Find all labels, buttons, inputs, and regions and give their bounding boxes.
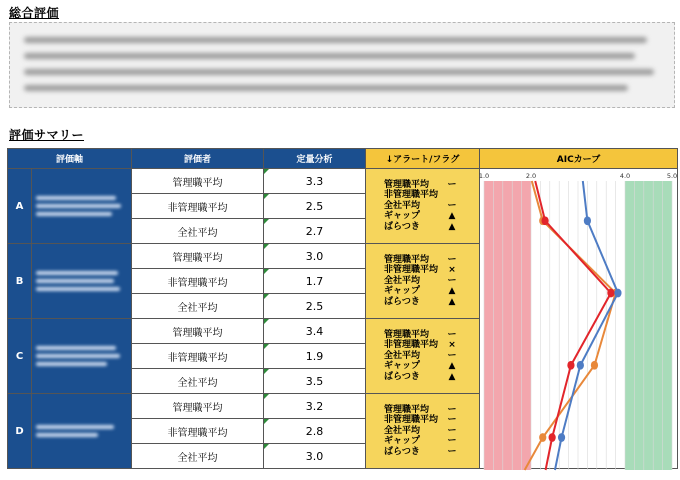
category-label: A xyxy=(8,169,32,244)
evaluator-cell: 全社平均 xyxy=(132,294,264,319)
alert-cell: 管理職平均 ー 非管理職平均 全社平均 ー ギャップ ▲ ばらつき ▲ xyxy=(366,169,480,244)
score-cell: 3.5 xyxy=(264,369,366,394)
category-description xyxy=(32,169,132,244)
tick-label: 2.0 xyxy=(525,172,537,180)
summary-title: 評価サマリー xyxy=(9,128,85,142)
header-alert: ↓アラート/フラグ xyxy=(366,149,480,169)
data-point xyxy=(607,289,614,298)
score-cell: 3.0 xyxy=(264,244,366,269)
data-point xyxy=(567,361,574,370)
score-cell: 3.4 xyxy=(264,319,366,344)
evaluator-cell: 管理職平均 xyxy=(132,244,264,269)
score-cell: 2.7 xyxy=(264,219,366,244)
evaluator-cell: 非管理職平均 xyxy=(132,344,264,369)
category-label: C xyxy=(8,319,32,394)
tick-label: 1.0 xyxy=(478,172,490,180)
overall-evaluation-text xyxy=(9,22,675,108)
alert-cell: 管理職平均 ー 非管理職平均 × 全社平均 ー ギャップ ▲ ばらつき ▲ xyxy=(366,244,480,319)
evaluator-cell: 全社平均 xyxy=(132,219,264,244)
header-score: 定量分析 xyxy=(264,149,366,169)
evaluator-cell: 全社平均 xyxy=(132,369,264,394)
data-point xyxy=(539,433,546,442)
data-point xyxy=(549,433,556,442)
evaluator-cell: 非管理職平均 xyxy=(132,194,264,219)
category-description xyxy=(32,244,132,319)
data-point xyxy=(558,433,565,442)
evaluator-cell: 全社平均 xyxy=(132,444,264,469)
category-description xyxy=(32,319,132,394)
score-cell: 2.8 xyxy=(264,419,366,444)
score-cell: 2.5 xyxy=(264,294,366,319)
category-label: D xyxy=(8,394,32,469)
category-description xyxy=(32,394,132,469)
tick-label: 4.0 xyxy=(619,172,631,180)
evaluator-cell: 管理職平均 xyxy=(132,394,264,419)
aic-chart xyxy=(480,169,678,469)
header-evaluator: 評価者 xyxy=(132,149,264,169)
summary-table xyxy=(7,148,678,469)
data-point xyxy=(577,361,584,370)
score-cell: 3.0 xyxy=(264,444,366,469)
score-cell: 2.5 xyxy=(264,194,366,219)
evaluator-cell: 管理職平均 xyxy=(132,319,264,344)
tick-label: 5.0 xyxy=(666,172,678,180)
zone-band xyxy=(625,181,672,470)
header-chart: AICカーブ xyxy=(480,149,678,169)
data-point xyxy=(542,216,549,225)
overall-evaluation-title: 総合評価 xyxy=(9,6,60,20)
score-cell: 1.7 xyxy=(264,269,366,294)
alert-cell: 管理職平均 ー 非管理職平均 × 全社平均 ー ギャップ ▲ ばらつき ▲ xyxy=(366,319,480,394)
header-axis: 評価軸 xyxy=(8,149,132,169)
data-point xyxy=(584,216,591,225)
evaluator-cell: 非管理職平均 xyxy=(132,269,264,294)
score-cell: 1.9 xyxy=(264,344,366,369)
evaluator-cell: 管理職平均 xyxy=(132,169,264,194)
alert-cell: 管理職平均 ー 非管理職平均 ー 全社平均 ー ギャップ ー ばらつき ー xyxy=(366,394,480,469)
score-cell: 3.2 xyxy=(264,394,366,419)
score-cell: 3.3 xyxy=(264,169,366,194)
zone-band xyxy=(484,181,531,470)
category-label: B xyxy=(8,244,32,319)
evaluator-cell: 非管理職平均 xyxy=(132,419,264,444)
data-point xyxy=(614,289,621,298)
data-point xyxy=(591,361,598,370)
aic-chart-svg xyxy=(480,169,678,470)
